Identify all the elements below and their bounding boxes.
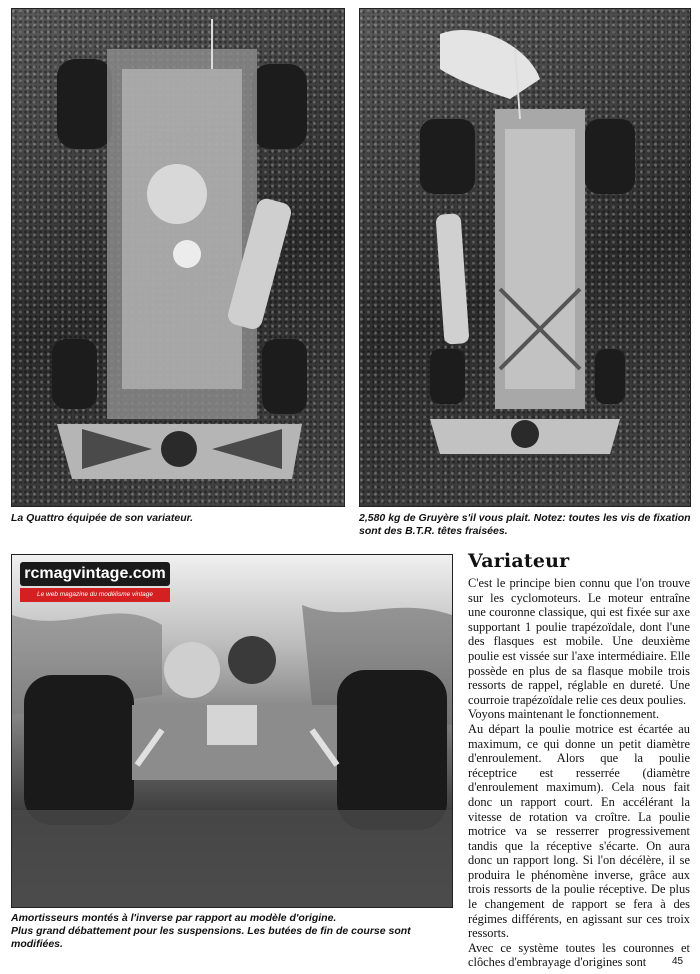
article-paragraph: C'est le principe bien connu que l'on trouve sur les cyclomoteurs. Le moteur entraîne une couronne classique, qui est fixée sur axe supportant 1 poulie trapézoïdale, dont l'une des flasques est mobile. Une deuxième poulie est vissée sur l'axe intermédiaire. Elle possède en plus de sa flasque mobile trois ressorts de rappel, réglable en dureté. Une courroie trapézoïdale relie ces deux poulies.	[468, 576, 690, 707]
photo-chassis-top-view	[11, 8, 345, 507]
caption-bottom-line2: Plus grand débattement pour les suspensions. Les butées de fin de course sont modifiées.	[11, 925, 411, 950]
chassis-underside-illustration	[360, 9, 690, 506]
article-body	[468, 576, 690, 970]
rcmagvintage-logo[interactable]	[20, 562, 170, 614]
chassis-top-illustration	[12, 9, 344, 506]
caption-top-right: 2,580 kg de Gruyère s'il vous plait. Notez: toutes les vis de fixation sont des B.T.R. têtes fraisées.	[359, 512, 691, 537]
article-heading: Variateur	[468, 550, 570, 572]
photo-chassis-underside	[359, 8, 691, 507]
logo-title: rcmagvintage.com	[20, 562, 170, 586]
article-paragraph: Au départ la poulie motrice est écartée au maximum, ce qui donne un petit diamètre d'enroulement. Alors que la poulie réceptrice est resserrée (diamètre d'enroulement maximum). Cela nous fait donc un rapport court. En accélérant la vitesse de rotation va croître. La poulie motrice va se resserrer progressivement tandis que la réceptive s'écarte. On aura donc un rapport long. Si l'on décélère, il se produira le phénomène inverse, grâce aux trois ressorts de la poulie réceptive. De plus le changement de rapport se fera à des régimes différents, en agissant sur ces troix ressorts.	[468, 721, 690, 941]
caption-top-left: La Quattro équipée de son variateur.	[11, 512, 194, 524]
article-paragraph: Voyons maintenant le fonctionnement.	[468, 707, 660, 722]
page-number: 45	[672, 956, 684, 967]
caption-bottom-line1: Amortisseurs montés à l'inverse par rapport au modèle d'origine.	[11, 912, 337, 924]
article-paragraph: Avec ce système toutes les couronnes et clôches d'embrayage d'origines sont	[468, 940, 690, 970]
logo-subtitle: Le web magazine du modélisme vintage	[20, 588, 170, 602]
